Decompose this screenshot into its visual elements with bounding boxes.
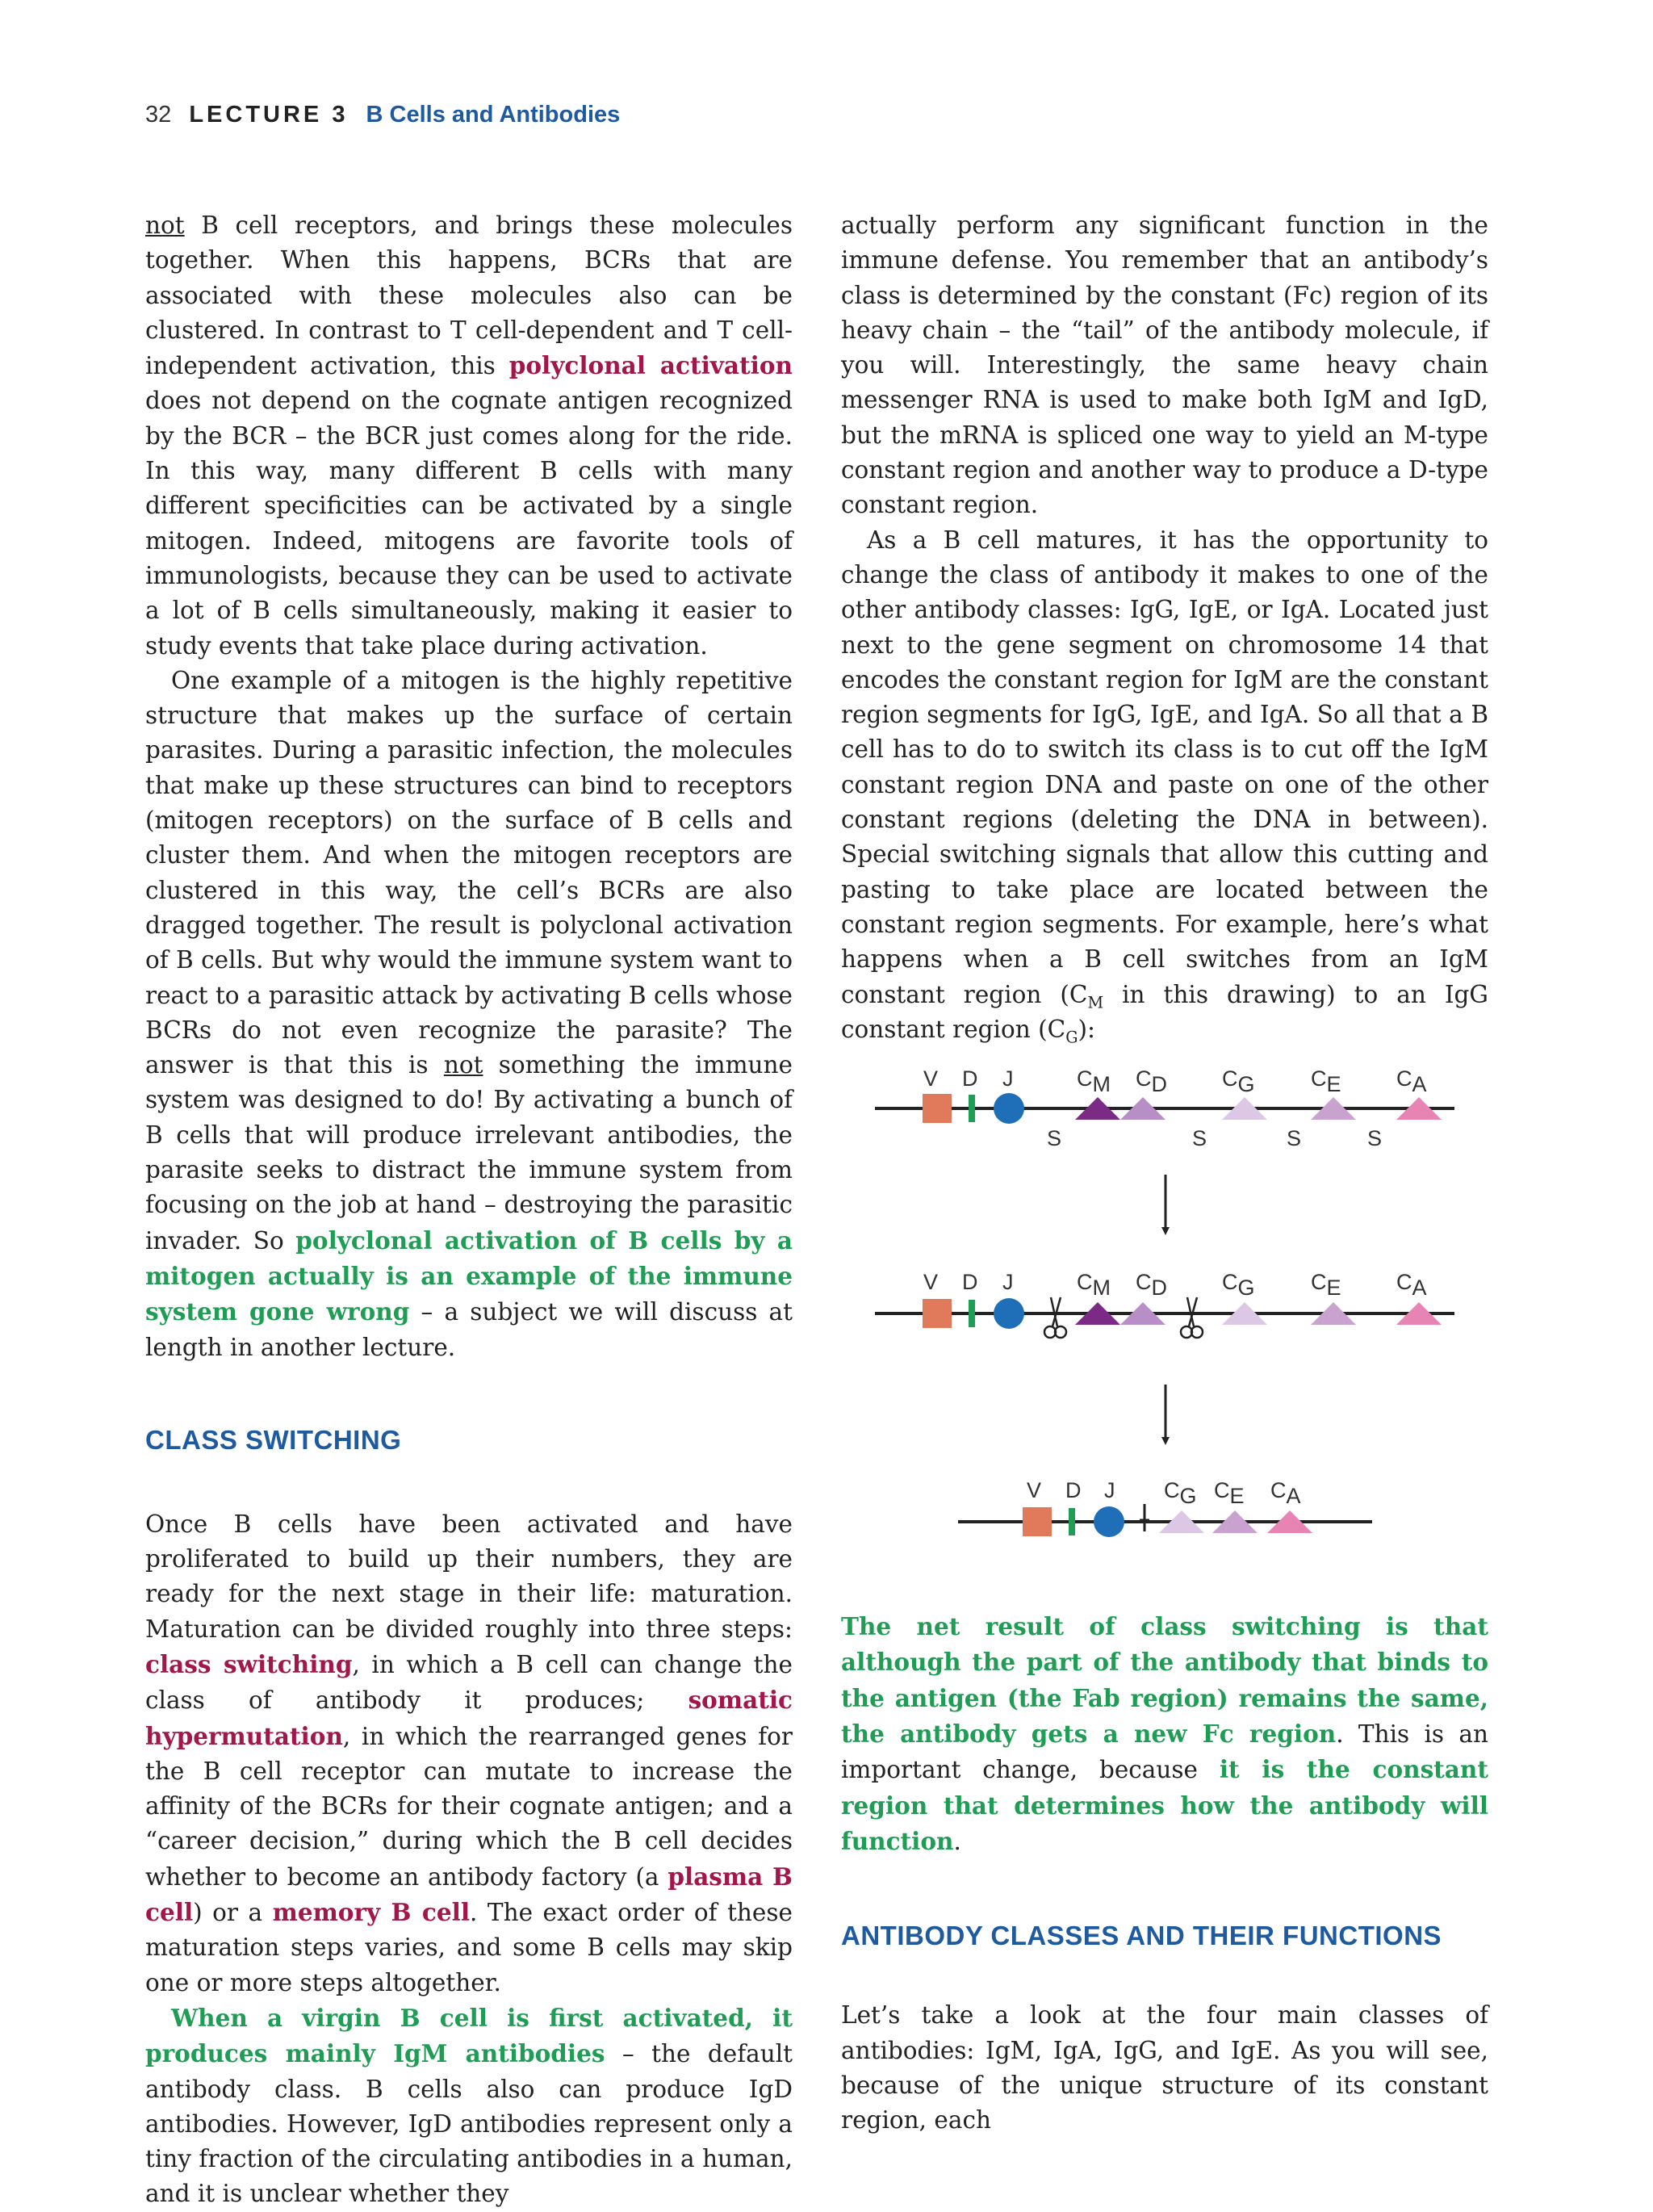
label-c: C bbox=[1311, 1270, 1327, 1295]
subscript-a: A bbox=[1412, 1072, 1427, 1097]
subscript-e: E bbox=[1326, 1276, 1341, 1301]
row-labels bbox=[1027, 1478, 1301, 1508]
left-column bbox=[145, 208, 793, 2212]
switch-region-label: S bbox=[1047, 1126, 1062, 1151]
label-cg bbox=[1222, 1066, 1255, 1096]
paragraph-parasites bbox=[145, 664, 793, 1365]
keyword-polyclonal-activation: polyclonal activation bbox=[508, 351, 793, 380]
gene-row-switched bbox=[958, 1478, 1372, 1537]
label-c: C bbox=[1396, 1270, 1412, 1295]
subscript-m: M bbox=[1092, 1072, 1111, 1097]
label-c: C bbox=[1077, 1066, 1093, 1091]
label-ca bbox=[1270, 1478, 1301, 1508]
label-j: J bbox=[1002, 1270, 1014, 1295]
label-c: C bbox=[1396, 1066, 1412, 1091]
label-d: D bbox=[962, 1066, 978, 1091]
highlight-net-result: The net result of class switching is that although the part of the antibody that binds to the antigen (the Fab region) remains the same, the antibody gets a new Fc region bbox=[841, 1612, 1488, 1749]
label-cm bbox=[1077, 1066, 1111, 1096]
underlined-text: not bbox=[443, 1051, 483, 1079]
text-run: in this drawing) to an IgG constant region (C bbox=[841, 980, 1488, 1043]
keyword-memory-b-cell: memory B cell bbox=[272, 1898, 471, 1927]
keyword-class-switching: class switching bbox=[145, 1649, 353, 1678]
subscript: M bbox=[1087, 993, 1104, 1012]
label-c: C bbox=[1311, 1066, 1327, 1091]
label-ce bbox=[1311, 1066, 1341, 1096]
highlight-constant-region: it is the constant region that determines how the antibody will function bbox=[841, 1755, 1488, 1855]
label-c: C bbox=[1136, 1270, 1152, 1295]
label-ce bbox=[1311, 1270, 1341, 1300]
text-run: , in which the rearranged genes for the B cell receptor can mutate to increase the affinity of the BCRs for their cognate antigen; and a “career decision,” during which the B cell decides whether to become an antibody factory (a bbox=[145, 1722, 793, 1891]
text-run: B cell receptors, and brings these molecules together. When this happens, BCRs that are associated with these molecules also can be clustered. In contrast to T cell-dependent and T cell-independent activation, this bbox=[145, 212, 793, 380]
subscript-g: G bbox=[1179, 1484, 1197, 1509]
text-run: ) or a bbox=[193, 1899, 273, 1927]
label-v: V bbox=[923, 1270, 939, 1295]
paragraph-igm-default bbox=[145, 2000, 793, 2212]
lecture-label: LECTURE 3 bbox=[189, 102, 349, 128]
chapter-title: B Cells and Antibodies bbox=[366, 102, 621, 128]
paragraph-igd-function: actually perform any significant function in the immune defense. You remember that an antibody’s class is determined by the constant (Fc) region of its heavy chain – the “tail” of the antibody molecule, if you will. Interestingly, the same heavy chain messenger RNA is used to make both IgM and IgD, but the mRNA is spliced one way to yield an M-type constant region and another way to produce a D-type constant region. bbox=[841, 212, 1488, 519]
class-switch-diagram bbox=[841, 1062, 1488, 1594]
label-cd bbox=[1136, 1066, 1167, 1096]
scissors-icon bbox=[1181, 1297, 1203, 1338]
heading-antibody-classes: ANTIBODY CLASSES AND THEIR FUNCTIONS bbox=[841, 1921, 1442, 1951]
label-c: C bbox=[1077, 1270, 1093, 1295]
d-segment bbox=[969, 1300, 975, 1327]
j-segment bbox=[994, 1298, 1024, 1329]
label-v: V bbox=[1027, 1478, 1042, 1503]
junction-mark bbox=[1140, 1504, 1149, 1531]
scissors-icon bbox=[1044, 1297, 1066, 1338]
v-segment bbox=[923, 1094, 952, 1123]
text-run: As a B cell matures, it has the opportunity to change the class of antibody it makes to one of the other antibody classes: IgG, IgE, or IgA. Located just next to the gene segment on chromosome 14 that encodes the constant region for IgM are the constant region segments for IgG, IgE, and IgA. So all that a B cell has to do to switch its class is to cut off the IgM constant region DNA and paste on one of the other constant regions (deleting the DNA in between). Special switching signals that allow this cutting and pasting to take place are located between the constant region segments. For example, here’s what happens when a B cell switches from an IgM constant region (C bbox=[841, 526, 1488, 1008]
paragraph-polyclonal bbox=[145, 208, 793, 664]
switch-region-label: S bbox=[1367, 1126, 1383, 1151]
d-segment bbox=[1069, 1508, 1075, 1535]
row-labels bbox=[923, 1066, 1427, 1096]
label-c: C bbox=[1222, 1270, 1238, 1295]
text-run: , in which a B cell can change the class of antibody it produces; bbox=[145, 1650, 793, 1715]
subscript-a: A bbox=[1286, 1484, 1301, 1509]
keyword-plasma-b-cell: plasma B cell bbox=[145, 1862, 793, 1927]
label-ca bbox=[1396, 1270, 1427, 1300]
switch-region-label: S bbox=[1192, 1126, 1207, 1151]
label-cm bbox=[1077, 1270, 1111, 1300]
text-run: . The exact order of these maturation steps varies, and some B cells may skip one or more steps altogether. bbox=[145, 1899, 793, 1996]
label-j: J bbox=[1002, 1066, 1014, 1091]
label-d: D bbox=[1065, 1478, 1082, 1503]
gene-row-cutting bbox=[875, 1270, 1454, 1338]
switch-region-label: S bbox=[1287, 1126, 1302, 1151]
subscript-d: D bbox=[1151, 1276, 1167, 1301]
paragraph-b-cell-matures bbox=[841, 523, 1488, 1047]
text-run: . This is an important change, because bbox=[841, 1720, 1488, 1784]
gene-row-germline bbox=[875, 1066, 1454, 1150]
j-segment bbox=[994, 1093, 1024, 1124]
d-segment bbox=[969, 1095, 975, 1122]
running-header bbox=[145, 102, 620, 128]
label-c: C bbox=[1214, 1478, 1230, 1503]
text-run: – the default antibody class. B cells also can produce IgD antibodies. However, IgD antibodies represent only a tiny fraction of the circulating antibodies in a human, and it is unclear whether they bbox=[145, 2040, 793, 2208]
paragraph-maturation bbox=[145, 1507, 793, 2000]
v-segment bbox=[1023, 1507, 1052, 1536]
j-segment bbox=[1094, 1506, 1124, 1537]
label-cd bbox=[1136, 1270, 1167, 1300]
keyword-somatic-hypermutation: somatic hypermutation bbox=[145, 1686, 793, 1750]
subscript-g: G bbox=[1237, 1072, 1255, 1097]
subscript-e: E bbox=[1326, 1072, 1341, 1097]
text-run: does not depend on the cognate antigen recognized by the BCR – the BCR just comes along for the ride. In this way, many different B cells with many different specificities can be activated by a single mitogen. Indeed, mitogens are favorite tools of immunologists, because they can be used to activate a lot of B cells simultaneously, making it easier to study events that take place during activation. bbox=[145, 387, 793, 660]
right-column bbox=[841, 208, 1488, 2138]
label-ce bbox=[1214, 1478, 1245, 1508]
label-v: V bbox=[923, 1066, 939, 1091]
label-c: C bbox=[1136, 1066, 1152, 1091]
subscript-g: G bbox=[1237, 1276, 1255, 1301]
subscript-a: A bbox=[1412, 1276, 1427, 1301]
label-cg bbox=[1164, 1478, 1197, 1508]
text-run: One example of a mitogen is the highly repetitive structure that makes up the surface of certain parasites. During a parasitic infection, the molecules that make up these structures can bind to receptors (mitogen receptors) on the surface of B cells and cluster them. And when the mitogen receptors are clustered in this way, the cell’s BCRs are also dragged together. The result is polyclonal activation of B cells. But why would the immune system want to react to a parasitic attack by activating B cells whose BCRs do not even recognize the parasite? The answer is that this is bbox=[145, 666, 793, 1079]
text-run: ): bbox=[1078, 1015, 1095, 1043]
subscript: G bbox=[1065, 1028, 1078, 1047]
label-cg bbox=[1222, 1270, 1255, 1300]
paragraph-net-result bbox=[841, 1609, 1488, 1859]
label-d: D bbox=[962, 1270, 978, 1295]
label-c: C bbox=[1270, 1478, 1287, 1503]
subscript-m: M bbox=[1092, 1276, 1111, 1301]
text-run: something the immune system was designed to do! By activating a bunch of B cells that will produce irrelevant antibodies, the parasite seeks to distract the immune system from focusing on the job at hand – destroying the parasitic invader. So bbox=[145, 1051, 793, 1255]
underlined-text: not bbox=[145, 212, 185, 239]
subscript-d: D bbox=[1151, 1072, 1167, 1097]
subscript-e: E bbox=[1229, 1484, 1245, 1509]
label-c: C bbox=[1164, 1478, 1180, 1503]
label-ca bbox=[1396, 1066, 1427, 1096]
v-segment bbox=[923, 1299, 952, 1328]
heading-class-switching: CLASS SWITCHING bbox=[145, 1424, 402, 1455]
highlight-virgin-b-cell: When a virgin B cell is first activated, it produces mainly IgM antibodies bbox=[145, 2003, 793, 2068]
page-number: 32 bbox=[145, 102, 172, 128]
text-run: – a subject we will discuss at length in another lecture. bbox=[145, 1298, 793, 1361]
label-j: J bbox=[1104, 1478, 1115, 1503]
text-run: . bbox=[953, 1827, 961, 1855]
label-c: C bbox=[1222, 1066, 1238, 1091]
paragraph-four-classes: Let’s take a look at the four main classes of antibodies: IgM, IgA, IgG, and IgE. As you will see, because of the unique structure of its constant region, each bbox=[841, 2001, 1488, 2134]
row-labels bbox=[923, 1270, 1427, 1300]
highlight-immune-gone-wrong: polyclonal activation of B cells by a mitogen actually is an example of the immune system gone wrong bbox=[145, 1225, 793, 1326]
text-run: Once B cells have been activated and have proliferated to build up their numbers, they are ready for the next stage in their life: maturation. Maturation can be divided roughly into three steps: bbox=[145, 1510, 793, 1643]
